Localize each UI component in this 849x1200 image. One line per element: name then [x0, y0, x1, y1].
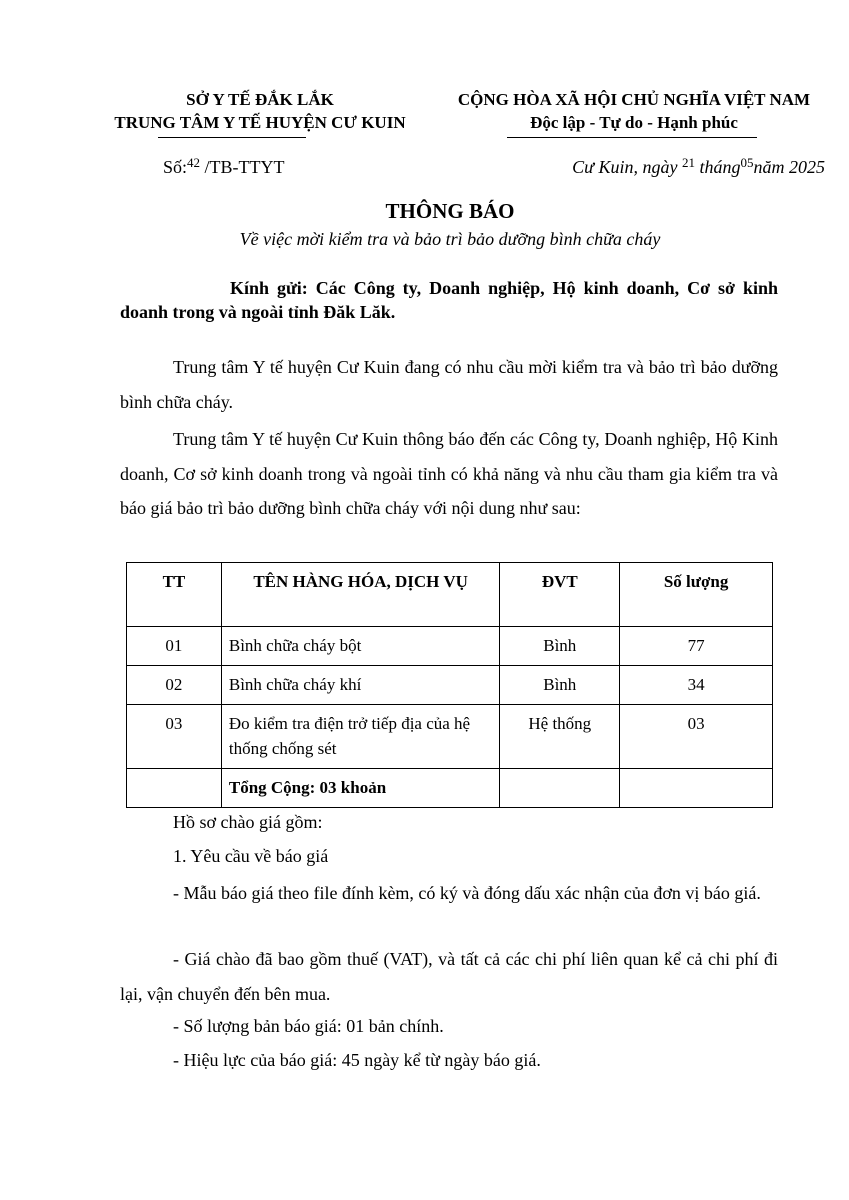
agency-name: TRUNG TÂM Y TẾ HUYỆN CƯ KUIN	[114, 113, 406, 132]
row-unit: Bình	[500, 627, 620, 666]
total-empty-cell	[620, 769, 773, 808]
table-row	[127, 705, 773, 769]
document-title: THÔNG BÁO	[385, 199, 515, 223]
table-total-row	[127, 769, 773, 808]
ref-prefix: Số:	[163, 157, 188, 177]
total-empty-cell	[500, 769, 620, 808]
header-quantity: Số lượng	[620, 563, 773, 627]
date-month: 05	[740, 155, 754, 170]
items-table	[126, 562, 773, 808]
header-unit: ĐVT	[500, 563, 620, 627]
header-tt: TT	[127, 563, 222, 627]
row-unit: Hệ thống	[500, 705, 620, 769]
table-row	[127, 666, 773, 705]
requirement-item	[120, 942, 778, 1011]
row-item: Bình chữa cháy khí	[221, 666, 500, 705]
notice-text: Trung tâm Y tế huyện Cư Kuin thông báo đến các Công ty, Doanh nghiệp, Hộ Kinh doanh, Cơ sở kinh doanh trong và ngoài tỉnh có khả năng và nhu cầu tham gia kiểm tra và báo giá bảo trì bảo dưỡng bình chữa cháy với nội dung như sau:	[120, 429, 778, 518]
date-day: 21	[681, 155, 695, 170]
row-item: Đo kiểm tra điện trở tiếp địa của hệ thống chống sét	[221, 705, 500, 769]
ref-suffix: /TB-TTYT	[200, 157, 285, 177]
notice-paragraph	[120, 422, 778, 526]
reference-number	[163, 155, 285, 178]
requirement-text: - Giá chào đã bao gồm thuế (VAT), và tất cả các chi phí liên quan kể cả chi phí đi lại, vận chuyển đến bên mua.	[120, 949, 778, 1004]
row-index: 02	[127, 666, 222, 705]
header-item-name: TÊN HÀNG HÓA, DỊCH VỤ	[221, 563, 500, 627]
row-unit: Bình	[500, 666, 620, 705]
document-subtitle: Về việc mời kiểm tra và bảo trì bảo dưỡng bình chữa cháy	[239, 229, 661, 249]
date-month-prefix: tháng	[694, 157, 741, 177]
row-index: 01	[127, 627, 222, 666]
row-index: 03	[127, 705, 222, 769]
national-motto: Độc lập - Tự do - Hạnh phúc	[530, 113, 738, 132]
requirement-item	[120, 876, 778, 911]
national-title: CỘNG HÒA XÃ HỘI CHỦ NGHĨA VIỆT NAM	[457, 90, 811, 109]
intro-paragraph	[120, 350, 778, 419]
total-label: Tổng Cộng: 03 khoản	[221, 769, 500, 808]
row-quantity: 03	[620, 705, 773, 769]
date-year: năm 2025	[753, 157, 825, 177]
recipient-text: Kính gửi: Các Công ty, Doanh nghiệp, Hộ kinh doanh, Cơ sở kinh doanh trong và ngoài tỉnh Đăk Lăk.	[120, 278, 778, 322]
agency-parent: SỞ Y TẾ ĐẮK LẮK	[186, 90, 334, 109]
document-date	[572, 155, 825, 178]
requirement-item: - Hiệu lực của báo giá: 45 ngày kể từ ngày báo giá.	[173, 1050, 541, 1070]
motto-underline	[507, 137, 757, 138]
recipient	[120, 276, 778, 324]
agency-underline	[158, 137, 306, 138]
row-quantity: 77	[620, 627, 773, 666]
ref-number: 42	[187, 155, 201, 170]
total-empty-cell	[127, 769, 222, 808]
quote-docs-heading: Hồ sơ chào giá gồm:	[173, 812, 323, 832]
table-header-row	[127, 563, 773, 627]
requirements-heading: 1. Yêu cầu về báo giá	[173, 846, 329, 866]
row-item: Bình chữa cháy bột	[221, 627, 500, 666]
row-quantity: 34	[620, 666, 773, 705]
requirement-item: - Số lượng bản báo giá: 01 bản chính.	[173, 1016, 444, 1036]
date-prefix: Cư Kuin, ngày	[572, 157, 682, 177]
intro-text: Trung tâm Y tế huyện Cư Kuin đang có nhu cầu mời kiểm tra và bảo trì bảo dưỡng bình chữa cháy.	[120, 357, 778, 412]
table-row	[127, 627, 773, 666]
requirement-text: - Mẫu báo giá theo file đính kèm, có ký và đóng dấu xác nhận của đơn vị báo giá.	[173, 883, 761, 903]
